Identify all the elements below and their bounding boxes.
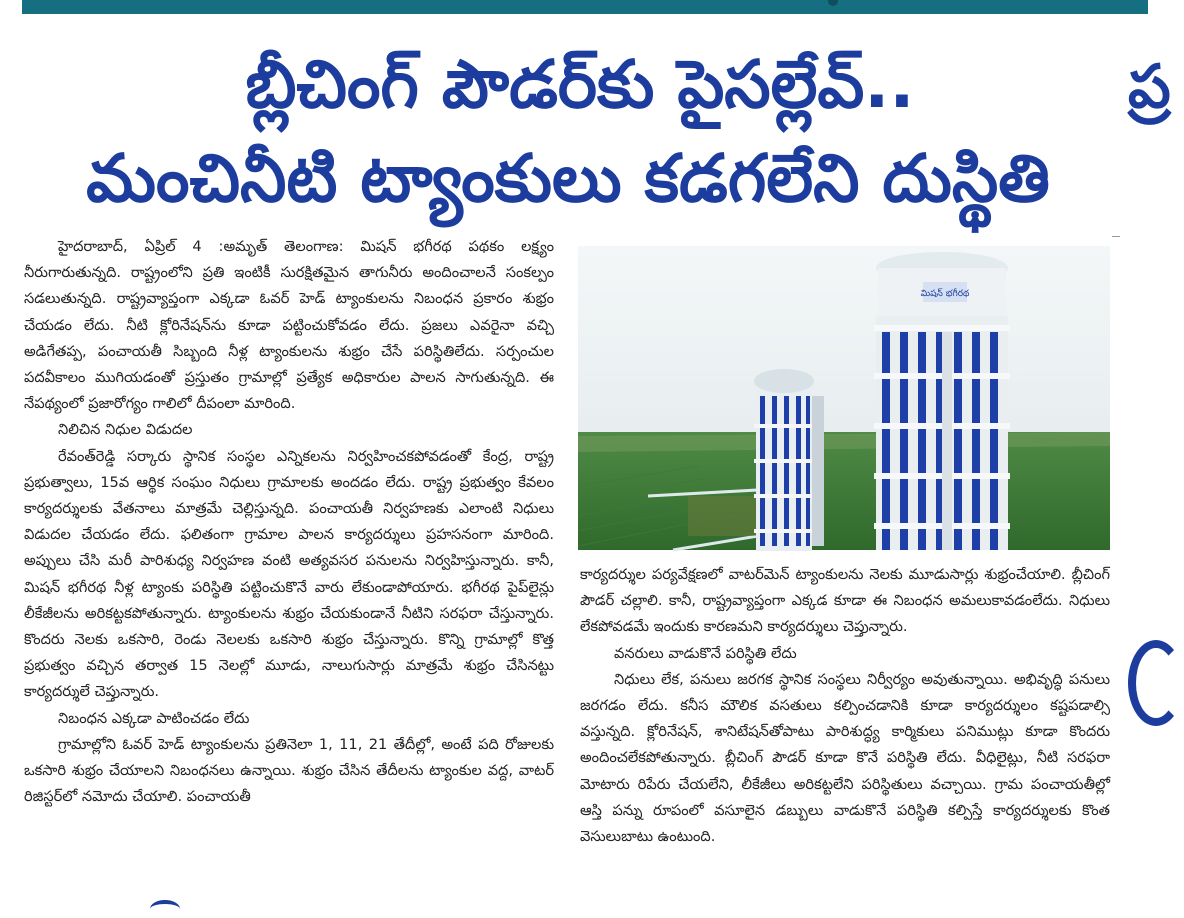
- article-subheading: నిబంధన ఎక్కడా పాటించడం లేదు: [58, 709, 250, 727]
- article-subheading: వనరులు వాడుకొనే పరిస్థితి లేదు: [614, 644, 797, 662]
- article-column-right: [580, 562, 1110, 850]
- headline-line-1: బ్లీచింగ్ పౌడర్‌కు పైసల్లేవ్..: [245, 46, 915, 123]
- adjacent-article-graphic: [1128, 640, 1184, 726]
- article-paragraph: గ్రామాల్లోని ఓవర్ హెడ్ ట్యాంకులను ప్రతినెలా 1, 11, 21 తేదీల్లో, అంటే పది రోజులకు ఒకసారి శుభ్రం చేయాలని నిబంధనలు ఉన్నాయి. శుభ్రం చేసిన తేదీలను ట్యాంకుల వద్ద, వాటర్ రిజిస్టర్‌లో నమోదు చేయాలి. పంచాయతీ: [24, 735, 554, 806]
- article-paragraph: రేవంత్‌రెడ్డి సర్కారు స్థానిక సంస్థల ఎన్నికలను నిర్వహించకపోవడంతో కేంద్ర, రాష్ట్ర ప్రభుత్వాలు, 15వ ఆర్థిక సంఘం నిధులు గ్రామాలకు అందడం లేదు. రాష్ట్ర ప్రభుత్వం కేవలం కార్యదర్శులకు వేతనాలు మాత్రమే చెల్లిస్తున్నది. పంచాయతీ నిర్వహణకు ఎలాంటి నిధులు విడుదల చేయడం లేదు. ఫలితంగా గ్రామాల పాలన కార్యదర్శులు ప్రహసనంగా మారింది. అప్పులు చేసి మరీ పారిశుధ్య నిర్వహణ వంటి అత్యవసర పనులను నిర్వహిస్తున్నారు. కానీ, మిషన్ భగీరథ నీళ్ల ట్యాంకు పరిస్థితి పట్టించుకొనే వారు లేకుండాపోయారు. భగీరథ పైప్‌లైన్లు లీకేజీలను అరికట్టకపోతున్నారు. ట్యాంకులను శుభ్రం చేయకుండానే నీటిని సరఫరా చేస్తున్నారు. కొందరు నెలకు ఒకసారి, రెండు నెలలకు ఒకసారి శుభ్రం చేస్తున్నారు. కొన్ని గ్రామాల్లో కొత్త ప్రభుత్వం వచ్చిన తర్వాత 15 నెలల్లో మూడు, నాలుగుసార్లు మాత్రమే శుభ్రం చేసినట్టు కార్యదర్శులే చెప్తున్నారు.: [24, 447, 554, 701]
- article-subheading: నిలిచిన నిధుల విడుదల: [58, 421, 193, 439]
- large-water-tank: [874, 252, 1010, 550]
- water-tank-illustration: [578, 246, 1110, 550]
- adjacent-article-headline-fragment: ప్ర: [1128, 52, 1171, 122]
- water-tank-photo: [578, 246, 1110, 550]
- next-article-graphic: [150, 900, 180, 918]
- article-paragraph: నిధులు లేక, పనులు జరగక స్థానిక సంస్థలు నిర్వీర్యం అవుతున్నాయి. అభివృద్ధి పనులు జరగడం లేదు. కనీస మౌలిక వసతులు కల్పించడానికి కూడా కార్యదర్శులం కష్టపడాల్సి వస్తున్నది. క్లోరినేషన్, శానిటేషన్‌తోపాటు పారిశుద్ధ్య కార్మికులు పనిముట్లు కూడా కొందరు అందించలేకపోతున్నారు. బ్లీచింగ్ పౌడర్ కూడా కొనే పరిస్థితి లేదు. వీధిలైట్లు, నీటి సరఫరా మోటారు రిపేరు చేయలేని, లీకేజీలు అరికట్టలేని పరిస్థితులు వచ్చాయి. గ్రామ పంచాయతీల్లో ఆస్తి పన్ను రూపంలో వసూలైన డబ్బులు వాడుకొనే పరిస్థితి కల్పిస్తే కార్యదర్శులకు కొంత వెసులుబాటు ఉంటుంది.: [580, 670, 1110, 846]
- small-water-tank: [754, 369, 824, 551]
- article-column-left: [24, 234, 554, 810]
- headline-line-2: మంచినీటి ట్యాంకులు కడగలేని దుస్థితి: [86, 140, 1050, 217]
- top-banner-bar: [22, 0, 1148, 14]
- article-paragraph: హైదరాబాద్, ఏప్రిల్ 4 :అమృత్ తెలంగాణ: మిషన్ భగీరథ పథకం లక్ష్యం నీరుగారుతున్నది. రాష్ట్రంలోని ప్రతి ఇంటికీ సురక్షితమైన తాగునీరు అందించాలనే సంకల్పం సడలుతున్నది. రాష్ట్రవ్యాప్తంగా ఎక్కడా ఓవర్ హెడ్ ట్యాంకులను నిబంధన ప్రకారం శుభ్రం చేయడం లేదు. నీటి క్లోరినేషన్‌ను కూడా పట్టించుకోవడం లేదు. ప్రజలు ఎవరైనా వచ్చి అడిగేతప్ప, పంచాయతీ సిబ్బంది నీళ్ల ట్యాంకులను శుభ్రం చేసే పరిస్థితిలేదు. సర్పంచుల పదవీకాలం ముగియడంతో ప్రస్తుతం గ్రామాల్లో ప్రత్యేక అధికారుల పాలన సాగుతున్నది. ఈ నేపథ్యంలో ప్రజారోగ్యం గాలిలో దీపంలా మారింది.: [24, 238, 554, 413]
- article-paragraph: కార్యదర్శుల పర్యవేక్షణలో వాటర్‌మెన్ ట్యాంకులను నెలకు మూడుసార్లు శుభ్రంచేయాలి. బ్లీచింగ్ పౌడర్ చల్లాలి. కానీ, రాష్ట్రవ్యాప్తంగా ఎక్కడ కూడా ఈ నిబంధన అమలుకావడంలేదు. నిధులు లేకపోవడమే ఇందుకు కారణమని కార్యదర్శులు చెప్తున్నారు.: [580, 566, 1110, 636]
- column-divider: [1112, 236, 1120, 237]
- tank-sign-text: మిషన్ భగీరథ: [920, 289, 970, 299]
